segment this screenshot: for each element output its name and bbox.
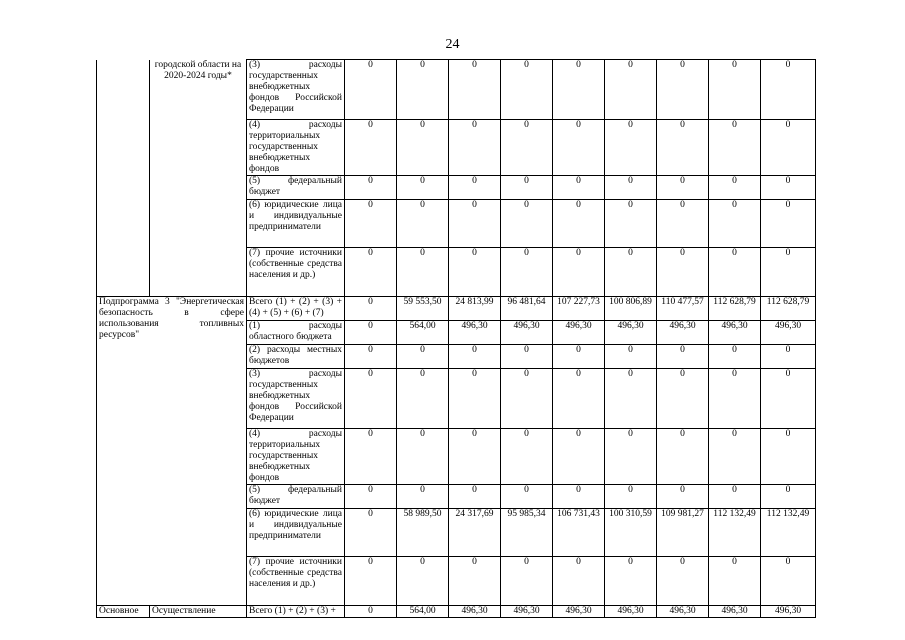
table-cell-value: 0 (657, 429, 709, 485)
table-cell-value: 0 (605, 248, 657, 297)
table-cell-value: 0 (553, 429, 605, 485)
table-cell-value: 106 731,43 (553, 509, 605, 557)
table-cell-value: 0 (657, 176, 709, 200)
table-cell-value: 112 132,49 (761, 509, 816, 557)
table-cell-value: 0 (709, 429, 761, 485)
table-cell-program: городской области на 2020-2024 годы* (150, 60, 247, 297)
table-cell-value: 0 (449, 60, 501, 120)
table-cell-value: 59 553,50 (397, 297, 449, 321)
table-cell-value: 0 (345, 429, 397, 485)
table-cell-value: 100 806,89 (605, 297, 657, 321)
table-cell-value: 0 (553, 200, 605, 248)
table-cell-value: 0 (397, 120, 449, 176)
table-cell-value: 112 132,49 (709, 509, 761, 557)
table-cell-value: 0 (449, 200, 501, 248)
table-cell-value: 0 (345, 606, 397, 618)
table-cell-value: 0 (345, 557, 397, 606)
table-cell-source: (1) расходы областного бюджета (247, 321, 345, 345)
table-row (97, 60, 816, 120)
table-cell-value: 0 (657, 345, 709, 369)
table-cell-value: 0 (397, 345, 449, 369)
table-cell-value: 496,30 (709, 321, 761, 345)
table-cell-value: 0 (501, 248, 553, 297)
table-cell-value: 496,30 (605, 606, 657, 618)
table-cell-value: 0 (657, 60, 709, 120)
table-cell-value: 0 (553, 120, 605, 176)
table-cell-section: Основное (97, 606, 150, 618)
table-cell-value: 0 (345, 176, 397, 200)
table-cell-value: 0 (397, 429, 449, 485)
table-cell-value: 0 (605, 485, 657, 509)
table-cell-value: 0 (657, 369, 709, 429)
table-cell-value: 0 (553, 557, 605, 606)
table-cell-value: 0 (345, 321, 397, 345)
table-cell-value: 0 (345, 200, 397, 248)
table-cell-value: 0 (605, 369, 657, 429)
table-cell-value: 0 (761, 369, 816, 429)
table-cell-value: 0 (553, 176, 605, 200)
table-cell-value: 0 (761, 345, 816, 369)
table-cell-value: 0 (449, 369, 501, 429)
table-cell-value: 109 981,27 (657, 509, 709, 557)
table-cell-value: 496,30 (553, 321, 605, 345)
table-cell-value: 0 (397, 176, 449, 200)
table-cell-value: 496,30 (501, 606, 553, 618)
table-cell-value: 0 (605, 429, 657, 485)
table-cell-value: 0 (605, 557, 657, 606)
table-cell-value: 0 (449, 345, 501, 369)
table-cell-value: 0 (501, 485, 553, 509)
table-cell-value: 0 (501, 60, 553, 120)
table-cell-value: 0 (501, 557, 553, 606)
table-cell-value: 496,30 (761, 606, 816, 618)
table-cell-value: 496,30 (553, 606, 605, 618)
table-cell-value: 0 (709, 176, 761, 200)
table-cell-value: 0 (709, 248, 761, 297)
table-cell-value: 0 (449, 248, 501, 297)
table-cell-value: 0 (345, 60, 397, 120)
table-cell-value: 0 (553, 248, 605, 297)
table-cell-value: 0 (657, 557, 709, 606)
table-cell-value: 0 (605, 345, 657, 369)
table-cell-value: 496,30 (709, 606, 761, 618)
table-cell-value: 0 (501, 369, 553, 429)
table-cell-value: 0 (761, 485, 816, 509)
table-cell-source: (7) прочие источники (собственные средства населения и др.) (247, 248, 345, 297)
table-cell-value: 0 (761, 557, 816, 606)
table-cell-value: 0 (657, 485, 709, 509)
table-cell-value: 0 (345, 509, 397, 557)
subprogram-3-title: Подпрограмма 3 "Энергетическая безопасность в сфере использования топливных ресурсов" (97, 297, 247, 606)
table-cell-value: 0 (553, 345, 605, 369)
table-cell-value: 0 (709, 120, 761, 176)
table-cell-value: 564,00 (397, 606, 449, 618)
table-cell-value: 0 (345, 120, 397, 176)
table-cell-value: 0 (397, 485, 449, 509)
budget-table (96, 59, 816, 618)
table-cell-value: 100 310,59 (605, 509, 657, 557)
table-cell-value: 0 (449, 176, 501, 200)
table-cell-source: (5) федеральный бюджет (247, 485, 345, 509)
table-cell-value: 0 (345, 485, 397, 509)
table-cell-value: 0 (553, 369, 605, 429)
table-cell-source: (5) федеральный бюджет (247, 176, 345, 200)
table-cell-source: Всего (1) + (2) + (3) + (4) + (5) + (6) + (7) (247, 297, 345, 321)
table-cell-source: (6) юридические лица и индивидуальные предприниматели (247, 509, 345, 557)
table-cell-value: 0 (709, 369, 761, 429)
table-cell-value: 96 481,64 (501, 297, 553, 321)
table-cell-value: 0 (501, 345, 553, 369)
table-cell-value: 0 (449, 429, 501, 485)
table-cell-value: 112 628,79 (761, 297, 816, 321)
table-cell-source: (6) юридические лица и индивидуальные предприниматели (247, 200, 345, 248)
table-cell-value: 0 (397, 60, 449, 120)
table-cell-value: 0 (761, 248, 816, 297)
table-cell-value: 0 (397, 369, 449, 429)
table-cell-value: 0 (345, 345, 397, 369)
table-cell-value: 0 (709, 200, 761, 248)
table-cell-source: (4) расходы территориальных государственных внебюджетных фондов (247, 120, 345, 176)
table-cell-value: 0 (553, 485, 605, 509)
table-cell-value: 564,00 (397, 321, 449, 345)
table-cell-value: 0 (605, 120, 657, 176)
table-cell-value: 0 (761, 429, 816, 485)
table-cell-value: 0 (657, 200, 709, 248)
table-cell-value: 24 813,99 (449, 297, 501, 321)
table-row (97, 606, 816, 618)
table-cell-value: 112 628,79 (709, 297, 761, 321)
table-cell-value: 0 (605, 60, 657, 120)
table-cell-value: 95 985,34 (501, 509, 553, 557)
table-cell-value: 0 (345, 369, 397, 429)
table-cell-value: 496,30 (501, 321, 553, 345)
table-cell-program: Осуществление (150, 606, 247, 618)
table-cell-value: 0 (657, 120, 709, 176)
table-cell-source: (3) расходы государственных внебюджетных фондов Российской Федерации (247, 60, 345, 120)
table-cell-value: 107 227,73 (553, 297, 605, 321)
table-cell-value: 0 (657, 248, 709, 297)
table-cell-value: 24 317,69 (449, 509, 501, 557)
table-cell-value: 110 477,57 (657, 297, 709, 321)
table-cell-value: 0 (345, 297, 397, 321)
table-cell-source: (3) расходы государственных внебюджетных фондов Российской Федерации (247, 369, 345, 429)
table-cell-source: Всего (1) + (2) + (3) + (247, 606, 345, 618)
table-cell-value: 58 989,50 (397, 509, 449, 557)
table-cell-value: 0 (501, 176, 553, 200)
table-cell-section (97, 60, 150, 297)
table-cell-value: 496,30 (449, 606, 501, 618)
table-cell-value: 496,30 (605, 321, 657, 345)
table-cell-source: (2) расходы местных бюджетов (247, 345, 345, 369)
table-cell-value: 0 (709, 345, 761, 369)
table-cell-value: 0 (345, 248, 397, 297)
table-cell-value: 0 (553, 60, 605, 120)
table-cell-value: 0 (709, 557, 761, 606)
table-cell-value: 0 (501, 429, 553, 485)
table-cell-value: 0 (397, 557, 449, 606)
table-cell-value: 0 (449, 557, 501, 606)
table-cell-value: 0 (761, 176, 816, 200)
table-cell-value: 496,30 (761, 321, 816, 345)
table-cell-value: 0 (761, 60, 816, 120)
table-row (97, 297, 816, 321)
table-cell-value: 0 (501, 200, 553, 248)
table-cell-value: 0 (605, 176, 657, 200)
table-cell-value: 0 (397, 200, 449, 248)
table-cell-value: 0 (449, 120, 501, 176)
table-cell-value: 496,30 (657, 321, 709, 345)
table-cell-value: 0 (709, 60, 761, 120)
table-cell-source: (4) расходы территориальных государственных внебюджетных фондов (247, 429, 345, 485)
table-cell-value: 0 (761, 200, 816, 248)
table-cell-value: 496,30 (657, 606, 709, 618)
table-cell-value: 0 (761, 120, 816, 176)
table-cell-value: 0 (449, 485, 501, 509)
table-cell-value: 0 (501, 120, 553, 176)
table-cell-value: 496,30 (449, 321, 501, 345)
table-cell-value: 0 (709, 485, 761, 509)
table-cell-source: (7) прочие источники (собственные средства населения и др.) (247, 557, 345, 606)
table-cell-value: 0 (605, 200, 657, 248)
table-cell-value: 0 (397, 248, 449, 297)
page-number: 24 (445, 37, 460, 52)
